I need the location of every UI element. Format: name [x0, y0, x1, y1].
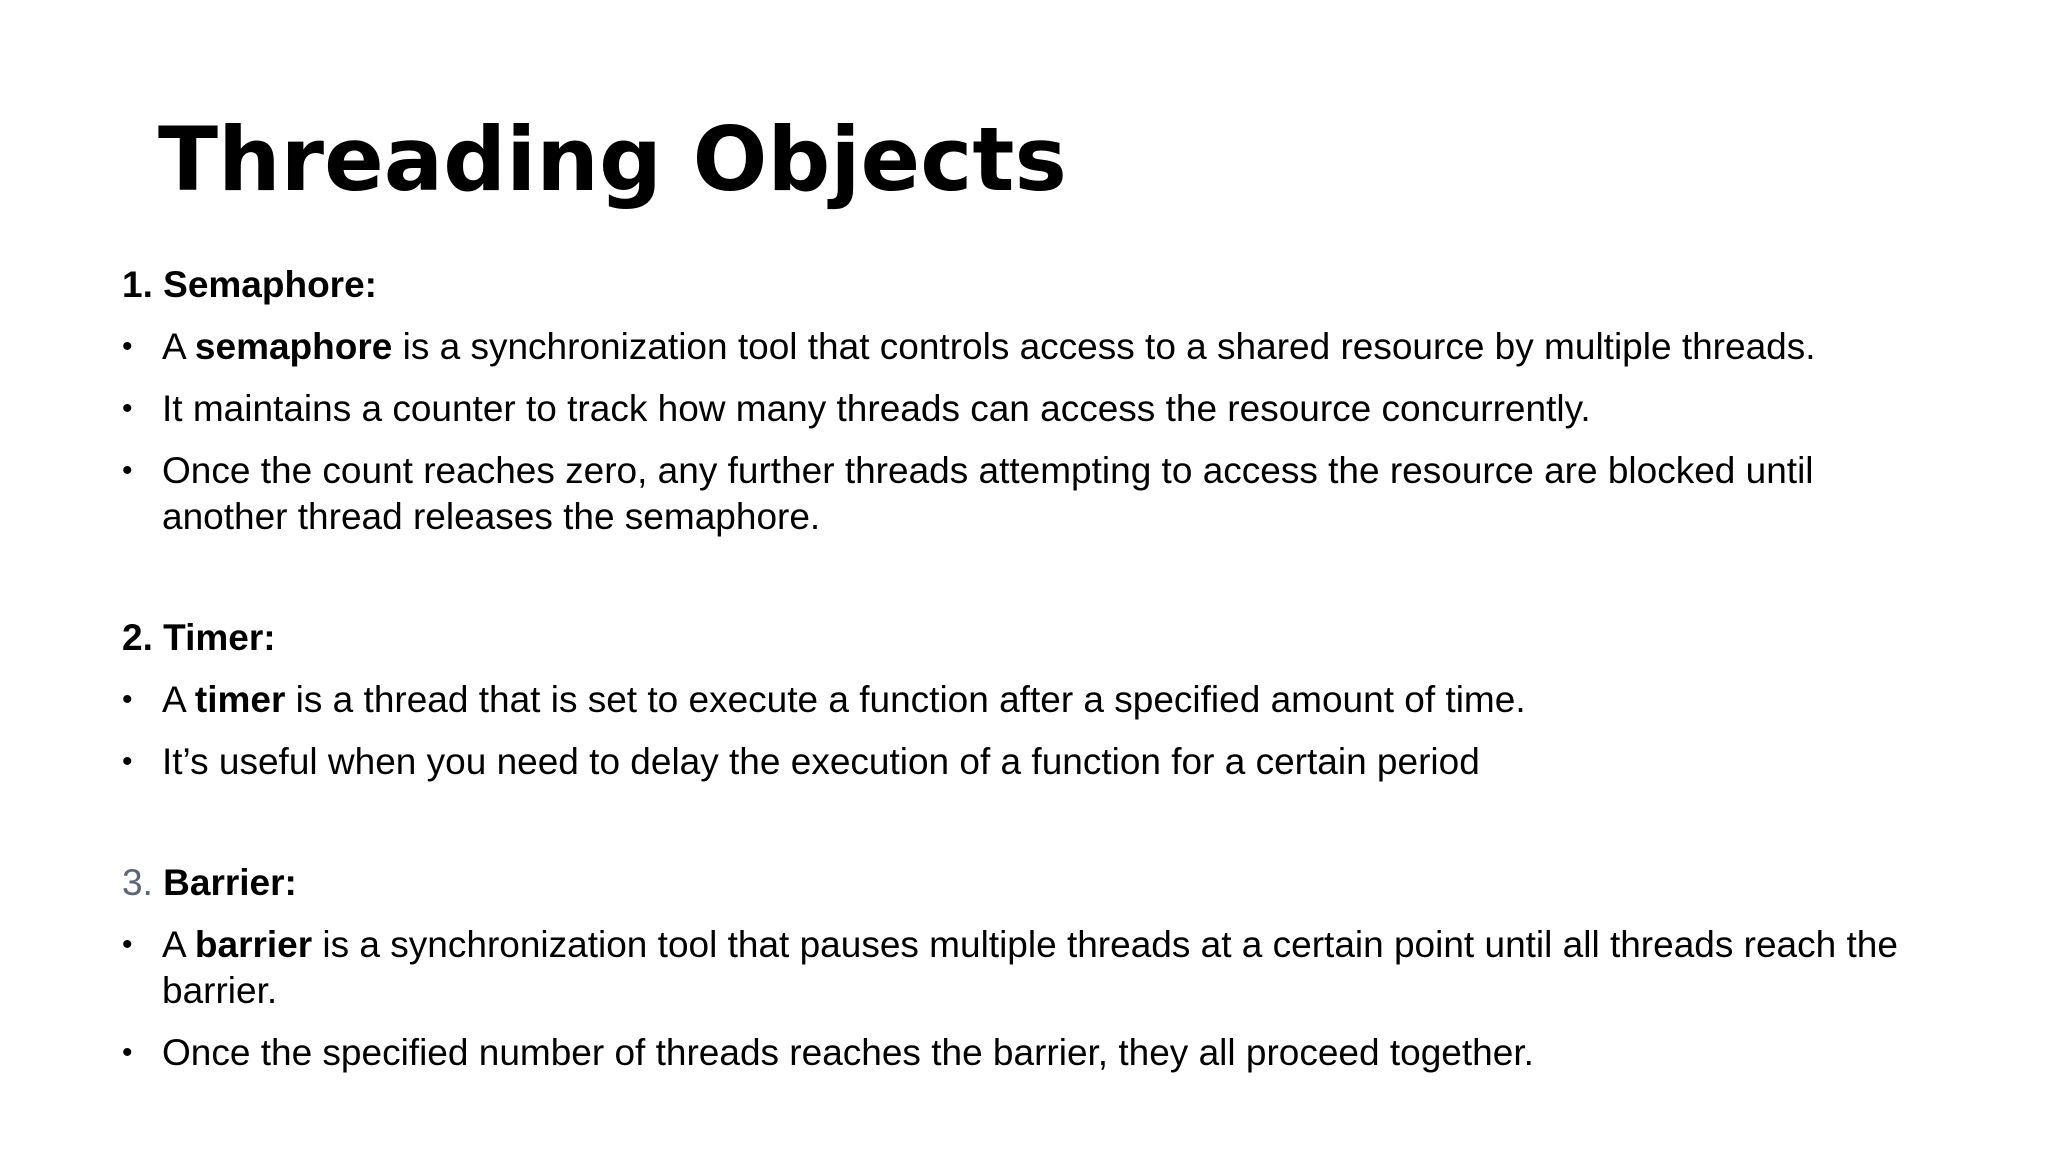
bullet-item [122, 1030, 1942, 1076]
bullet-text: It maintains a counter to track how many threads can access the resource concurrently. [162, 388, 1591, 429]
section-semaphore [122, 262, 1942, 540]
bullet-icon: • [122, 392, 133, 425]
bullet-text: Once the count reaches zero, any further threads attempting to access the resource are blocked until another thread releases the semaphore. [162, 450, 1814, 537]
slide-title: Threading Objects [158, 108, 1067, 211]
bullet-icon: • [122, 683, 133, 716]
section-heading [122, 262, 1942, 308]
bullet-item [122, 922, 1942, 1014]
bullet-item [122, 386, 1942, 432]
section-number: 2. [122, 617, 153, 658]
section-label: Barrier: [163, 862, 297, 903]
bullet-item [122, 739, 1942, 785]
section-label: Semaphore: [163, 264, 377, 305]
bullet-icon: • [122, 330, 133, 363]
bullet-icon: • [122, 454, 133, 487]
bullet-item [122, 324, 1942, 370]
bullet-item [122, 448, 1942, 540]
bullet-item [122, 677, 1942, 723]
section-barrier [122, 860, 1942, 1076]
bullet-icon: • [122, 1036, 133, 1069]
section-heading [122, 860, 1942, 906]
bullet-text: A timer is a thread that is set to execute a function after a specified amount of time. [162, 679, 1526, 720]
bullet-text: A barrier is a synchronization tool that pauses multiple threads at a certain point until all threads reach the barrier. [162, 924, 1898, 1011]
bullet-text: Once the specified number of threads reaches the barrier, they all proceed together. [162, 1032, 1534, 1073]
bullet-icon: • [122, 745, 133, 778]
section-heading [122, 615, 1942, 661]
section-number: 1. [122, 264, 153, 305]
section-number: 3. [122, 862, 153, 903]
section-label: Timer: [163, 617, 276, 658]
bullet-text: It’s useful when you need to delay the execution of a function for a certain period [162, 741, 1480, 782]
bullet-text: A semaphore is a synchronization tool that controls access to a shared resource by multiple threads. [162, 326, 1816, 367]
section-timer [122, 615, 1942, 785]
bullet-icon: • [122, 928, 133, 961]
